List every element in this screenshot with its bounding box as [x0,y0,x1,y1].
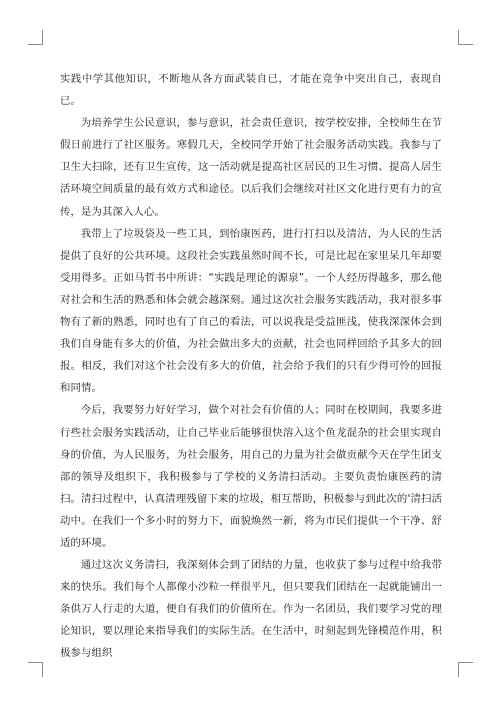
paragraph-2: 为培养学生公民意识，参与意识，社会责任意识，按学校安排，全校师生在节假日前进行了社区服务。寒假几天，全校同学开始了社会服务活动实践。我参与了卫生大扫除，还有卫生宣传，这一活动就是提高社区居民的卫生习惯、提高人居生活环境空间质量的最有效方式和途径。以后我们会继续对社区文化进行更有力的宣传，是为其深入人心。 [60,117,442,218]
paragraph-1: 实践中学其他知识，不断地从各方面武装自已，才能在竞争中突出自己，表现自已。 [60,73,442,108]
crop-mark-bottom-left [28,662,43,677]
paragraph-4: 今后，我要努力好好学习，做个对社会有价值的人；同时在校期间，我要多进行些社会服务实践活动，让自己毕业后能够很快溶入这个鱼龙混杂的社会里实现自身的价值，为人民服务，为社会服务，用自己的力量为社会做贡献今天在学生团支部的领导及组织下，我积极参与了学校的义务清扫活动。主要负责怡康医药的清扫。清扫过程中，认真清理残留下来的垃圾，相互帮助，积极参与到此次的'清扫活动中。在我们一个多小时的努力下，面貌焕然一新，将为市民们提供一个干净、舒适的环境。 [60,404,442,549]
paragraph-5: 通过这次义务清扫，我深刻体会到了团结的力量，也收获了参与过程中给我带来的快乐。我们每个人都像小沙粒一样很平凡，但只要我们团结在一起就能铺出一条供万人行走的大道，便自有我们的价值所在。作为一名团员，我们要学习党的理论知识，要以理论来指导我们的实际生活。在生活中，时刻起到先锋模范作用，积极参与组织 [60,559,442,660]
document-body [60,68,442,665]
paragraph-3: 我带上了垃圾袋及一些工具，到怡康医药，进行打扫以及清洁，为人民的生活提供了良好的公共环境。这段社会实践虽然时间不长，可是比起在家里呆几年却要受用得多。正如马哲书中所讲：“实践是理论的源泉”。一个人经历得越多，那么他对社会和生活的熟悉和体会就会越深刻。通过这次社会服务实践活动，我对很多事物有了新的熟悉，同时也有了自己的看法，可以说我是受益匪浅，使我深深体会到我们自身能有多大的价值，为社会做出多大的贡献，社会也同样回给予其多大的回报。相反，我们对这个社会没有多大的价值，社会给予我们的只有少得可怜的回报和同情。 [60,227,442,395]
crop-mark-bottom-right [458,662,473,677]
crop-mark-top-left [28,30,43,45]
crop-mark-top-right [458,30,473,45]
